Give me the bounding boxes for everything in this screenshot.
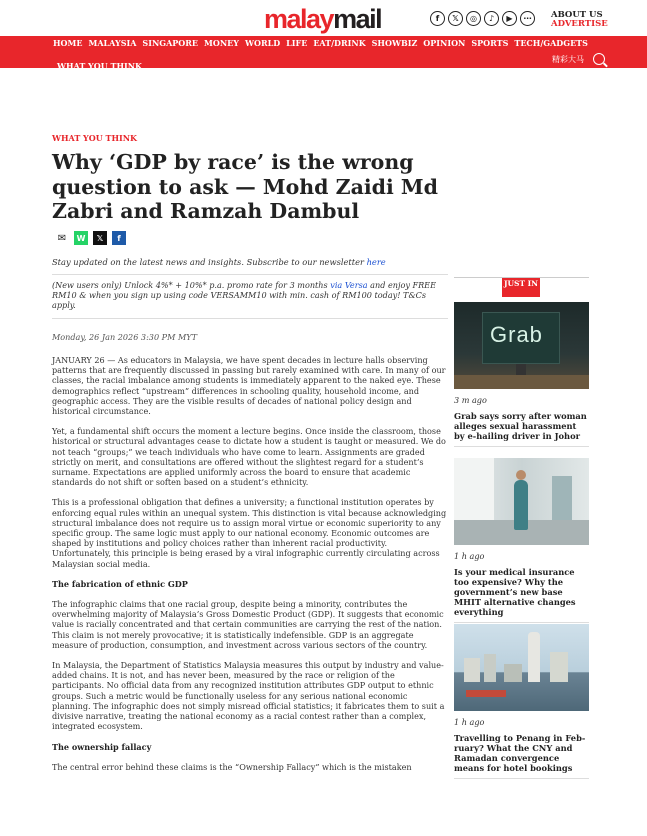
paragraph: Yet, a fundamental shift occurs the moment a lecture begins. Once inside the classroom, those historical or structural advantages cease to dictate how a student is taught or measured. We do not teach “groups;” we teach individuals who have come to learn. Assignments are graded strictly on merit, and consultations are offered without the slightest regard for a student’s surname. Expectations are applied uniformly across the board to ensure that academic standards do not shift or soften based on a student’s ethnicity. [52,426,446,488]
youtube-icon[interactable]: ▶ [502,11,517,26]
nav-item-world[interactable]: WORLD [244,38,281,48]
nav-item-opinion[interactable]: OPINION [423,38,466,48]
paragraph: This is a professional obligation that defines a university; a functional institution operates by enforcing equal rules within an unequal system. This distinction is vital because acknowledging structural imbalance does not require us to assign moral virtue or economic superiority to any specific group. The same logic must apply to our national economy. Economic outcomes are shaped by institutions and policy choices rather than inherent racial productivity. Unfortunately, this principle is being erased by a viral infographic currently circulating across Malaysian social media. [52,497,447,569]
article-category[interactable]: WHAT YOU THINK [52,133,138,143]
paragraph: The central error behind these claims is the “Ownership Fallacy” which is the mistaken [52,761,412,772]
nav-item-tech-gadgets[interactable]: TECH/GADGETS [514,38,588,48]
article-title: Why ‘GDP by race’ is the wrong question to ask — Mohd Zaidi Md Zabri and Ramzah Dambul [52,150,438,223]
newsletter-prompt: Stay updated on the latest news and insights. Subscribe to our newsletter here [52,257,386,267]
social-links [430,11,535,26]
penang-skyline-photo[interactable] [454,624,589,711]
sidebar-story[interactable] [454,624,589,779]
nav-item-singapore[interactable]: SINGAPORE [142,38,199,48]
paragraph: JANUARY 26 — As educators in Malaysia, we have spent decades in lecture halls observing patterns that are frequently discussed in passing but rarely examined with care. In many of our classes, the racial imbalance among students is immediately apparent to the naked eye. These demographics reflect “upstream” differences in schooling quality, household income, and geographic access. They are the visible results of decades of national policy design and historical circumstance. [52,355,446,417]
nav-item-malaysia[interactable]: MALAYSIA [88,38,137,48]
share-bar [55,231,126,245]
hospital-corridor-photo[interactable] [454,458,589,545]
story-time: 3 m ago [454,395,487,405]
story-headline[interactable]: Travelling to Penang in February? What the CNY and Ramadan convergence means for hotel bookings [454,733,586,773]
search-icon[interactable] [593,53,605,65]
paragraph: In Malaysia, the Department of Statistics Malaysia measures this output by industry and value-added chains. It is not, and has never been, measured by the race or religion of the participants. No official data from any recognized institution attributes GDP output to ethnic groups. Such a metric would be functionally useless for any serious national economic planning. The infographic does not simply misread official statistics; it fabricates them to suit a divisive narrative, treating the national economy as a racial contest rather than a complex, integrated ecosystem. [52,660,445,732]
more-icon[interactable]: ⋯ [520,11,535,26]
top-links [551,11,608,29]
newsletter-link[interactable]: here [366,257,386,267]
top-bar [0,0,647,36]
about-us-link[interactable]: ABOUT US [551,10,603,20]
sidebar-story[interactable] [454,458,589,623]
just-in-sidebar [454,277,589,773]
promo-text: (New users only) Unlock 4%* + 10%* p.a. promo rate for 3 months via Versa and enjoy FREE RM10 & when you sign up using code VERSAMM10 with min. cash of RM100 today! T&Cs apply. [52,280,436,310]
nav-item-life[interactable]: LIFE [286,38,308,48]
nav-item-showbiz[interactable]: SHOWBIZ [371,38,418,48]
subheading: The fabrication of ethnic GDP [52,578,188,589]
x-icon[interactable]: 𝕏 [448,11,463,26]
divider [454,446,589,447]
x-share-icon[interactable]: 𝕏 [93,231,107,245]
divider [454,622,589,623]
versa-link[interactable]: via Versa [330,280,368,290]
nav-item-chinese[interactable]: 精彩大马 [552,55,584,64]
paragraph: The infographic claims that one racial group, despite being a minority, contributes the overwhelming majority of Malaysia’s Gross Domestic Product (GDP). It suggests that economic value is racially concentrated and that certain communities are carrying the rest of the nation. This claim is not merely provocative; it is statistically indefensible. GDP is an aggregate measure of production, consumption, and investment across various sectors of the country. [52,599,444,650]
story-time: 1 h ago [454,551,485,561]
site-logo[interactable]: malaymail [264,4,382,34]
instagram-icon[interactable]: ◎ [466,11,481,26]
advertise-link[interactable]: ADVERTISE [551,19,608,29]
sidebar-story[interactable] [454,302,589,447]
whatsapp-share-icon[interactable]: W [74,231,88,245]
divider [454,778,589,779]
nav-item-eat-drink[interactable]: EAT/DRINK [313,38,366,48]
grab-sign-photo[interactable]: Grab [454,302,589,389]
nav-item-what-you-think[interactable]: WHAT YOU THINK [57,61,143,71]
divider [52,318,448,319]
just-in-badge: JUST IN [502,278,540,297]
nav-item-money[interactable]: MONEY [204,38,239,48]
story-headline[interactable]: Is your medical insurance too expensive? Why the government’s new base MHIT alternative changes everything [454,567,576,617]
story-time: 1 h ago [454,717,485,727]
nav-item-home[interactable]: HOME [53,38,83,48]
article-date: Monday, 26 Jan 2026 3:30 PM MYT [52,332,198,342]
nav-item-sports[interactable]: SPORTS [471,38,509,48]
email-share-icon[interactable]: ✉ [55,231,69,245]
facebook-share-icon[interactable]: f [112,231,126,245]
facebook-icon[interactable]: f [430,11,445,26]
story-headline[interactable]: Grab says sorry after woman alleges sexual harassment by e-hailing driver in Johor [454,411,587,441]
article-body [52,355,448,782]
tiktok-icon[interactable]: ♪ [484,11,499,26]
main-nav [0,36,647,71]
subheading: The ownership fallacy [52,741,152,752]
divider [52,274,448,275]
